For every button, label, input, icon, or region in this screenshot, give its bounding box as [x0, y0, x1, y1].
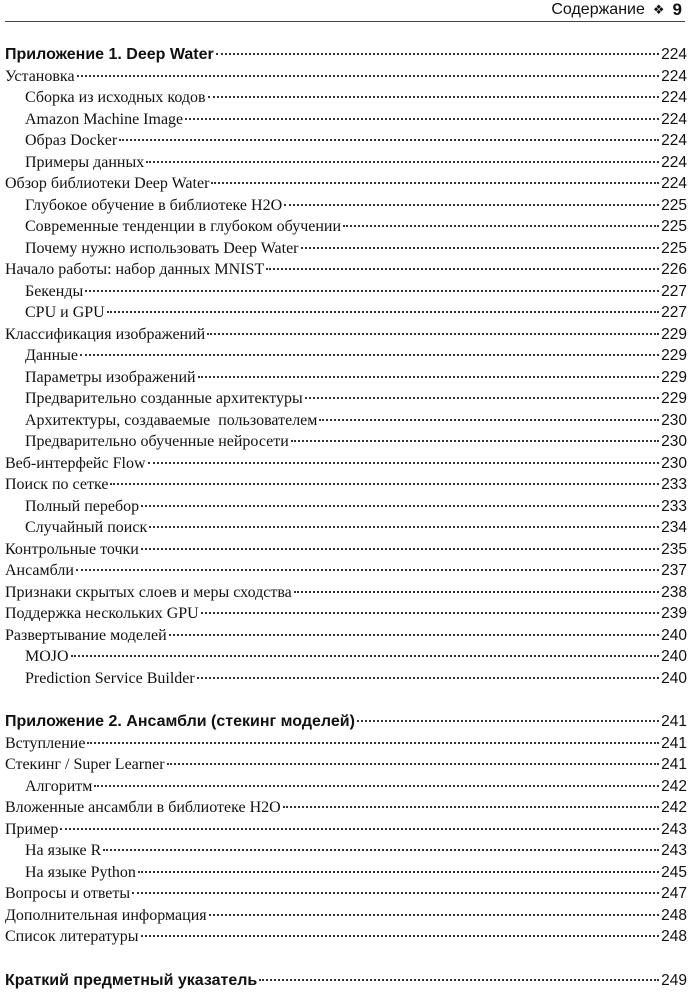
- toc-subentry[interactable]: [5, 517, 687, 539]
- dot-leader: [357, 720, 659, 722]
- dot-leader: [291, 440, 659, 442]
- toc-subentry[interactable]: [5, 302, 687, 324]
- dot-leader: [343, 225, 659, 227]
- toc-entry-title: Краткий предметный указатель: [5, 971, 258, 989]
- toc-entry-page: 243: [661, 842, 687, 859]
- toc-entry[interactable]: [5, 539, 687, 561]
- toc-entry-page: 243: [661, 820, 687, 838]
- dot-leader: [167, 763, 660, 765]
- section-spacer: [5, 689, 687, 711]
- toc-appendix-1[interactable]: [5, 44, 687, 66]
- toc-entry-page: 237: [661, 562, 687, 579]
- toc-entry-page: 238: [661, 583, 687, 601]
- dot-leader: [259, 979, 659, 981]
- toc-entry-page: 224: [661, 46, 687, 63]
- toc-entry-title: Бекенды: [25, 282, 84, 300]
- toc-subentry[interactable]: [5, 195, 687, 217]
- section-spacer: [5, 948, 687, 970]
- toc-entry-title: Обзор библиотеки Deep Water: [5, 175, 210, 192]
- dot-leader: [77, 75, 660, 77]
- toc-entry-title: Признаки скрытых слоев и меры сходства: [5, 583, 292, 601]
- toc-entry-title: Поиск по сетке: [5, 476, 109, 493]
- toc-entry-title: Предварительно обученные нейросети: [25, 433, 289, 450]
- toc-entry-title: Вопросы и ответы: [5, 885, 131, 902]
- toc-entry[interactable]: [5, 474, 687, 496]
- dot-leader: [80, 354, 659, 356]
- toc-entry[interactable]: [5, 905, 687, 927]
- toc-entry-page: 224: [661, 110, 687, 128]
- toc-entry-title: Сборка из исходных кодов: [25, 89, 206, 106]
- dot-leader: [197, 677, 659, 679]
- toc-entry-page: 241: [661, 756, 687, 773]
- toc-entry-page: 225: [661, 218, 687, 235]
- dot-leader: [76, 569, 659, 571]
- toc-entry[interactable]: [5, 324, 687, 346]
- dot-leader: [107, 311, 659, 313]
- toc-entry-title: Данные: [25, 347, 78, 364]
- dot-leader: [85, 290, 659, 292]
- dot-leader: [208, 96, 660, 98]
- toc-subentry[interactable]: [5, 410, 687, 432]
- table-of-contents: [5, 44, 687, 991]
- toc-entry[interactable]: [5, 926, 687, 948]
- dot-leader: [94, 785, 659, 787]
- toc-entry-title: Поддержка нескольких GPU: [5, 605, 199, 622]
- dot-leader: [141, 935, 660, 937]
- toc-entry-page: 241: [661, 734, 687, 752]
- toc-entry-title: Установка: [5, 67, 75, 85]
- toc-entry-page: 229: [661, 325, 687, 343]
- toc-entry[interactable]: [5, 173, 687, 195]
- toc-entry[interactable]: [5, 819, 687, 841]
- toc-entry-page: 233: [661, 476, 687, 493]
- toc-entry-page: 224: [661, 153, 687, 171]
- toc-entry-title: Начало работы: набор данных MNIST: [5, 261, 265, 278]
- toc-entry-title: Глубокое обучение в библиотеке H2O: [25, 196, 283, 214]
- toc-subentry[interactable]: [5, 367, 687, 389]
- toc-entry[interactable]: [5, 582, 687, 604]
- dot-leader: [319, 419, 659, 421]
- toc-subentry[interactable]: [5, 840, 687, 862]
- dot-leader: [305, 397, 659, 399]
- toc-entry-title: Почему нужно использовать Deep Water: [25, 239, 299, 257]
- toc-entry-page: 245: [661, 863, 687, 881]
- toc-entry-page: 241: [661, 713, 687, 730]
- toc-index-entry[interactable]: [5, 970, 687, 992]
- header-page-number: 9: [672, 0, 682, 19]
- toc-entry-title: Архитектуры, создаваемые пользователем: [25, 411, 318, 429]
- toc-entry-title: На языке R: [25, 842, 102, 859]
- toc-entry-page: 226: [661, 261, 687, 278]
- toc-entry-title: Стекинг / Super Learner: [5, 756, 165, 773]
- toc-entry[interactable]: [5, 560, 687, 582]
- toc-subentry[interactable]: [5, 776, 687, 798]
- toc-entry-title: MOJO: [25, 648, 69, 665]
- toc-entry-page: 242: [661, 777, 687, 795]
- dot-leader: [138, 871, 659, 873]
- toc-entry-page: 224: [661, 175, 687, 192]
- toc-entry-title: Развертывание моделей: [5, 626, 167, 644]
- toc-entry-title: Список литературы: [5, 928, 139, 945]
- toc-entry-page: 240: [661, 648, 687, 665]
- toc-entry-page: 225: [661, 239, 687, 257]
- toc-entry-page: 229: [661, 368, 687, 386]
- toc-subentry[interactable]: [5, 238, 687, 260]
- toc-entry-title: Ансамбли: [5, 562, 74, 579]
- header-section-title: Содержание: [551, 1, 645, 18]
- toc-subentry[interactable]: [5, 431, 687, 453]
- toc-entry-page: 233: [661, 497, 687, 515]
- dot-leader: [266, 268, 659, 270]
- dot-leader: [141, 505, 659, 507]
- toc-subentry[interactable]: [5, 345, 687, 367]
- toc-entry-page: 224: [661, 89, 687, 106]
- toc-entry[interactable]: [5, 797, 687, 819]
- dot-leader: [132, 892, 659, 894]
- toc-entry-title: Вступление: [5, 734, 86, 752]
- toc-entry-page: 240: [661, 669, 687, 687]
- toc-subentry[interactable]: [5, 281, 687, 303]
- dot-leader: [148, 462, 660, 464]
- dot-leader: [198, 376, 660, 378]
- toc-entry-page: 242: [661, 799, 687, 816]
- toc-entry-title: Пример: [5, 820, 59, 838]
- toc-entry-title: Современные тенденции в глубоком обучении: [25, 218, 342, 235]
- toc-entry-title: CPU и GPU: [25, 304, 105, 321]
- toc-subentry[interactable]: [5, 646, 687, 668]
- toc-entry-page: 224: [661, 67, 687, 85]
- toc-entry-title: Вложенные ансамбли в библиотеке H2O: [5, 799, 281, 816]
- toc-entry-title: Контрольные точки: [5, 540, 139, 558]
- toc-entry-title: На языке Python: [25, 863, 136, 881]
- dot-leader: [283, 806, 659, 808]
- toc-entry-page: 227: [661, 304, 687, 321]
- toc-entry[interactable]: [5, 625, 687, 647]
- toc-entry-page: 229: [661, 390, 687, 407]
- toc-entry-title: Приложение 1. Deep Water: [5, 46, 214, 63]
- toc-entry[interactable]: [5, 603, 687, 625]
- toc-subentry[interactable]: [5, 496, 687, 518]
- toc-entry-page: 247: [661, 885, 687, 902]
- toc-entry-page: 229: [661, 347, 687, 364]
- dot-leader: [209, 914, 660, 916]
- toc-subentry[interactable]: [5, 388, 687, 410]
- dot-leader: [294, 591, 659, 593]
- toc-entry-page: 234: [661, 519, 687, 536]
- toc-entry[interactable]: [5, 66, 687, 88]
- toc-entry-page: 249: [661, 971, 687, 989]
- dot-leader: [211, 182, 659, 184]
- toc-subentry[interactable]: [5, 87, 687, 109]
- toc-entry-title: Случайный поиск: [25, 519, 148, 536]
- toc-entry-title: Алгоритм: [25, 777, 93, 795]
- dot-leader: [216, 53, 659, 55]
- dot-leader: [71, 655, 660, 657]
- dot-leader: [301, 247, 660, 249]
- toc-appendix-2[interactable]: [5, 711, 687, 733]
- dot-leader: [119, 139, 659, 141]
- toc-entry[interactable]: [5, 733, 687, 755]
- toc-entry-page: 230: [661, 454, 687, 472]
- dot-leader: [103, 849, 659, 851]
- toc-entry[interactable]: [5, 259, 687, 281]
- dot-leader: [146, 161, 659, 163]
- running-header: [551, 0, 682, 20]
- dot-leader: [284, 204, 659, 206]
- toc-entry-page: 230: [661, 433, 687, 450]
- diamond-ornament-icon: ❖: [652, 2, 665, 17]
- dot-leader: [169, 634, 659, 636]
- dot-leader: [110, 483, 659, 485]
- toc-entry[interactable]: [5, 453, 687, 475]
- toc-subentry[interactable]: [5, 152, 687, 174]
- dot-leader: [60, 828, 659, 830]
- toc-subentry[interactable]: [5, 862, 687, 884]
- dot-leader: [201, 612, 659, 614]
- toc-entry-title: Prediction Service Builder: [25, 669, 195, 687]
- dot-leader: [141, 548, 659, 550]
- toc-entry-title: Параметры изображений: [25, 368, 196, 386]
- toc-subentry[interactable]: [5, 109, 687, 131]
- dot-leader: [87, 742, 659, 744]
- toc-entry-page: 240: [661, 626, 687, 644]
- toc-subentry[interactable]: [5, 216, 687, 238]
- toc-subentry[interactable]: [5, 668, 687, 690]
- toc-entry-title: Amazon Machine Image: [25, 110, 184, 128]
- toc-entry-page: 239: [661, 605, 687, 622]
- dot-leader: [207, 333, 659, 335]
- header-rule: [5, 21, 685, 22]
- toc-entry-page: 248: [661, 906, 687, 924]
- toc-entry[interactable]: [5, 754, 687, 776]
- toc-entry-title: Классификация изображений: [5, 325, 206, 343]
- dot-leader: [185, 118, 659, 120]
- toc-entry[interactable]: [5, 883, 687, 905]
- toc-entry-title: Приложение 2. Ансамбли (стекинг моделей): [5, 713, 355, 730]
- toc-entry-page: 225: [661, 196, 687, 214]
- toc-entry-title: Полный перебор: [25, 497, 140, 515]
- toc-entry-title: Примеры данных: [25, 153, 145, 171]
- toc-entry-page: 230: [661, 411, 687, 429]
- toc-entry-page: 235: [661, 540, 687, 558]
- toc-entry-title: Веб-интерфейс Flow: [5, 454, 146, 472]
- toc-entry-page: 224: [661, 132, 687, 149]
- dot-leader: [149, 526, 659, 528]
- toc-entry-title: Образ Docker: [25, 132, 118, 149]
- toc-entry-title: Предварительно созданные архитектуры: [25, 390, 303, 407]
- toc-entry-title: Дополнительная информация: [5, 906, 207, 924]
- toc-entry-page: 227: [661, 282, 687, 300]
- toc-entry-page: 248: [661, 928, 687, 945]
- toc-subentry[interactable]: [5, 130, 687, 152]
